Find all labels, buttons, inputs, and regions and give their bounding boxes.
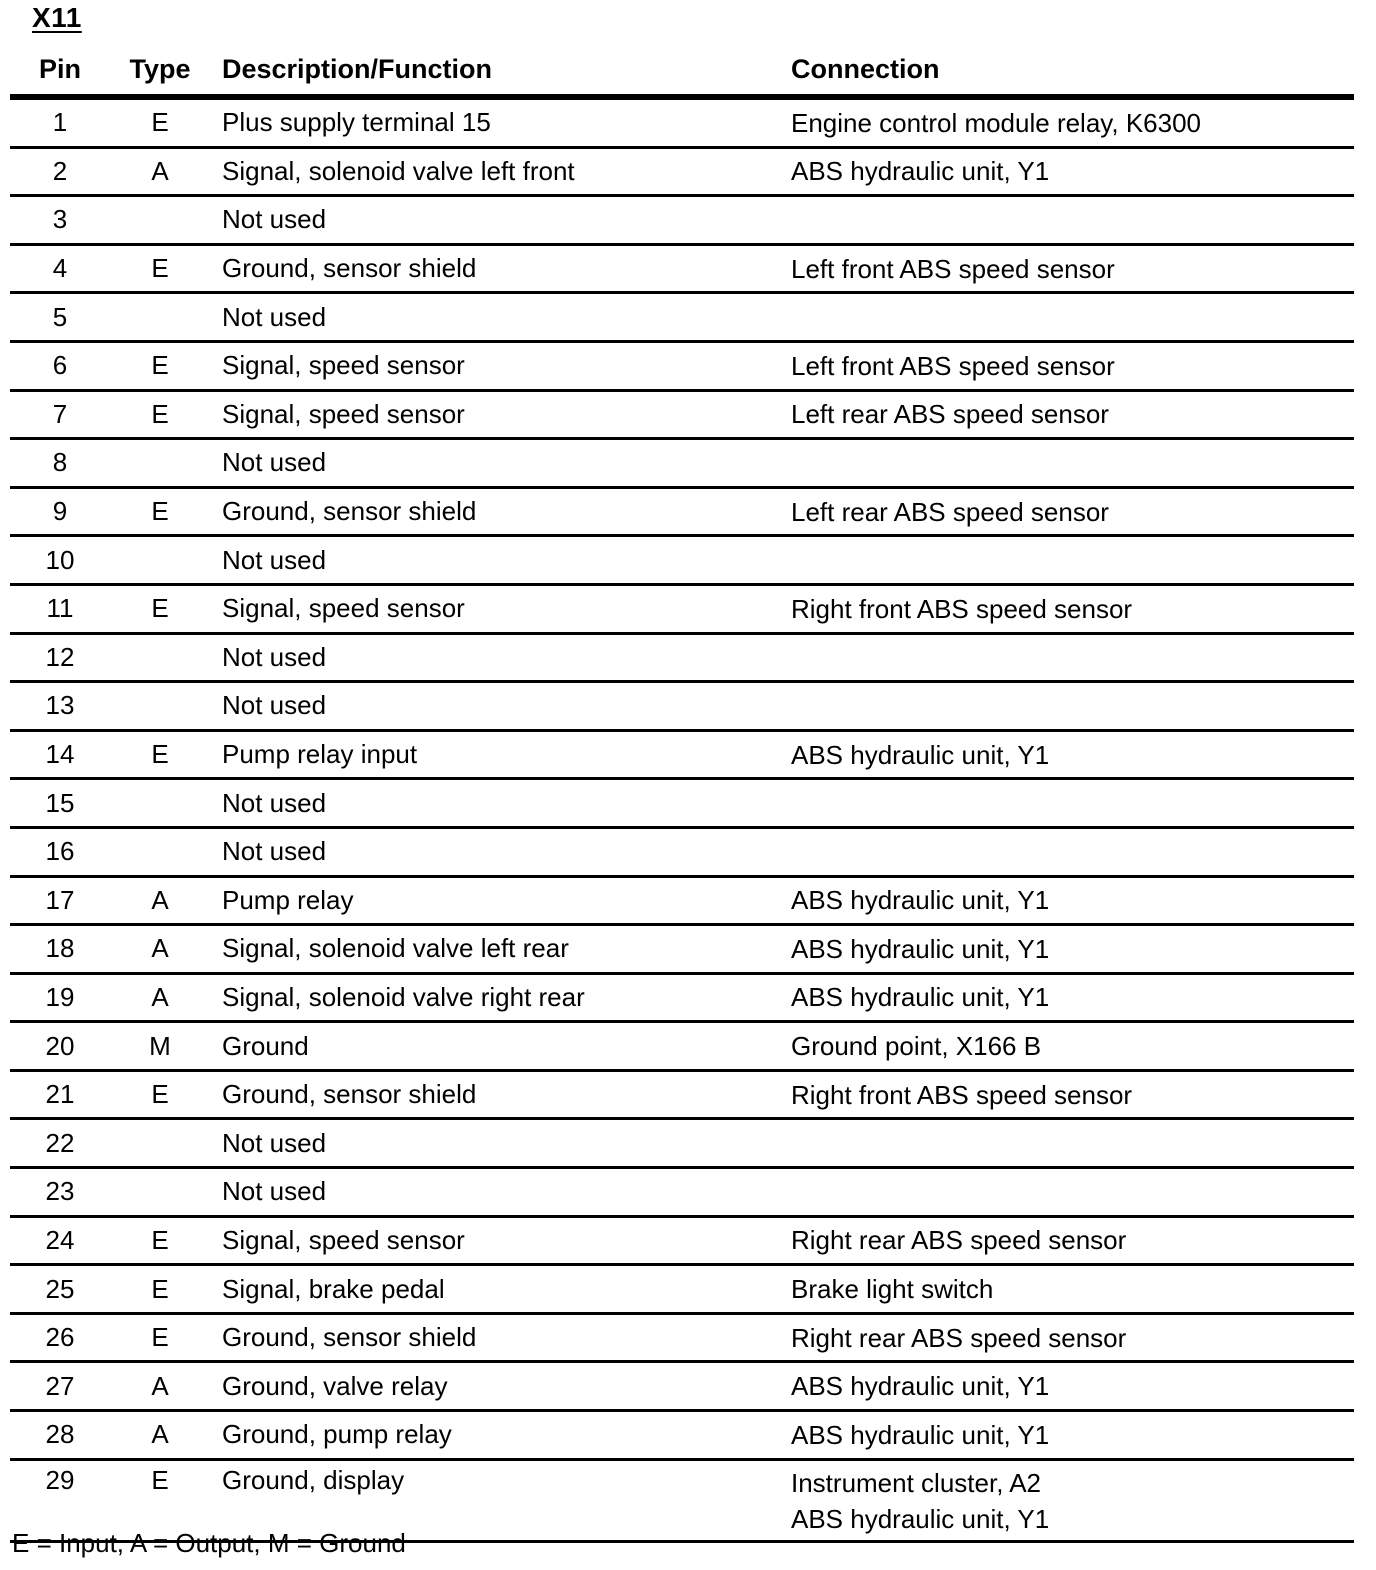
description-cell: Pump relay	[222, 884, 354, 915]
type-cell: E	[151, 1224, 169, 1255]
table-row	[10, 1412, 1354, 1461]
table-row	[10, 149, 1354, 198]
description-cell: Signal, speed sensor	[222, 593, 465, 624]
table-row	[10, 343, 1354, 392]
pin-cell: 22	[45, 1127, 75, 1158]
table-row	[10, 294, 1354, 343]
connection-line: Brake light switch	[791, 1274, 994, 1305]
type-legend: E = Input, A = Output, M = Ground	[12, 1528, 406, 1558]
description-cell: Signal, solenoid valve left front	[222, 155, 575, 186]
connection-line: Ground point, X166 B	[791, 1031, 1042, 1062]
table-row	[10, 1218, 1354, 1267]
description-cell: Not used	[222, 301, 327, 332]
connection-cell	[778, 931, 1354, 967]
connection-line: Right rear ABS speed sensor	[791, 1322, 1127, 1353]
connection-line: Right front ABS speed sensor	[791, 593, 1133, 624]
type-cell: E	[151, 739, 169, 770]
table-row	[10, 829, 1354, 878]
description-cell: Not used	[222, 447, 327, 478]
description-cell: Signal, solenoid valve right rear	[222, 981, 585, 1012]
connection-cell	[778, 882, 1354, 918]
description-cell: Signal, speed sensor	[222, 1224, 465, 1255]
connection-cell	[778, 105, 1354, 141]
pinout-table	[10, 44, 1354, 1543]
connection-line: Right rear ABS speed sensor	[791, 1225, 1127, 1256]
type-cell: A	[151, 1419, 169, 1450]
table-header	[10, 44, 1354, 100]
type-cell: A	[151, 884, 169, 915]
description-cell: Ground, valve relay	[222, 1370, 448, 1401]
description-cell: Not used	[222, 1127, 327, 1158]
table-row	[10, 489, 1354, 538]
description-cell: Signal, solenoid valve left rear	[222, 933, 569, 964]
header-pin: Pin	[38, 53, 81, 84]
pin-cell: 7	[52, 398, 68, 429]
pin-cell: 11	[46, 593, 74, 624]
pin-cell: 26	[45, 1322, 75, 1353]
type-cell: E	[151, 350, 169, 381]
description-cell: Not used	[222, 204, 327, 235]
table-row	[10, 732, 1354, 781]
connection-line: ABS hydraulic unit, Y1	[791, 933, 1050, 964]
description-cell: Not used	[222, 544, 327, 575]
type-cell: A	[151, 155, 169, 186]
header-description: Description/Function	[222, 53, 492, 84]
description-cell: Ground, display	[222, 1464, 405, 1495]
connection-line: Left rear ABS speed sensor	[791, 399, 1109, 430]
connection-line: Instrument cluster, A2	[791, 1467, 1042, 1498]
type-cell: E	[151, 107, 169, 138]
description-cell: Signal, brake pedal	[222, 1273, 445, 1304]
pin-cell: 13	[45, 690, 75, 721]
type-cell: E	[151, 398, 169, 429]
connection-cell	[778, 737, 1354, 773]
type-cell: A	[151, 933, 169, 964]
pin-cell: 21	[45, 1079, 75, 1110]
type-cell: M	[149, 1030, 171, 1061]
connection-cell	[778, 494, 1354, 530]
type-cell: E	[151, 593, 169, 624]
description-cell: Signal, speed sensor	[222, 350, 465, 381]
connection-line: Engine control module relay, K6300	[791, 107, 1201, 138]
table-row	[10, 440, 1354, 489]
type-cell: E	[151, 1273, 169, 1304]
pin-cell: 2	[52, 155, 68, 186]
table-row	[10, 1169, 1354, 1218]
pin-cell: 24	[45, 1224, 75, 1255]
pin-cell: 29	[45, 1464, 75, 1495]
connection-cell	[778, 1465, 1354, 1537]
pin-cell: 12	[45, 641, 75, 672]
table-row	[10, 1315, 1354, 1364]
connection-line: Right front ABS speed sensor	[791, 1079, 1133, 1110]
table-body	[10, 100, 1354, 1543]
connector-title: X11	[32, 2, 82, 33]
pin-cell: 6	[52, 350, 68, 381]
description-cell: Not used	[222, 690, 327, 721]
table-row	[10, 1120, 1354, 1169]
type-cell: E	[151, 1079, 169, 1110]
pin-cell: 4	[52, 253, 68, 284]
pin-cell: 25	[45, 1273, 75, 1304]
description-cell: Plus supply terminal 15	[222, 107, 491, 138]
type-cell: A	[151, 981, 169, 1012]
connection-cell	[778, 396, 1354, 432]
connection-line: Left rear ABS speed sensor	[791, 496, 1109, 527]
table-row	[10, 1023, 1354, 1072]
connection-line: ABS hydraulic unit, Y1	[791, 1371, 1050, 1402]
connection-cell	[778, 1368, 1354, 1404]
connection-cell	[778, 1222, 1354, 1258]
type-cell: E	[151, 1464, 169, 1495]
table-row	[10, 683, 1354, 732]
connection-cell	[778, 348, 1354, 384]
description-cell: Pump relay input	[222, 739, 418, 770]
header-connection: Connection	[791, 54, 940, 84]
description-cell: Ground, sensor shield	[222, 253, 477, 284]
table-row	[10, 246, 1354, 295]
connection-line: ABS hydraulic unit, Y1	[791, 1419, 1050, 1450]
pin-cell: 10	[45, 544, 75, 575]
table-row	[10, 197, 1354, 246]
connection-line: ABS hydraulic unit, Y1	[791, 982, 1050, 1013]
pin-cell: 20	[45, 1030, 75, 1061]
connection-line-2: ABS hydraulic unit, Y1	[791, 1503, 1050, 1534]
connection-cell	[778, 1417, 1354, 1453]
description-cell: Not used	[222, 1176, 327, 1207]
table-row	[10, 878, 1354, 927]
type-cell: E	[151, 496, 169, 527]
description-cell: Ground, pump relay	[222, 1419, 452, 1450]
header-type: Type	[129, 53, 191, 84]
pin-cell: 18	[45, 933, 75, 964]
pin-cell: 14	[45, 739, 75, 770]
connection-cell	[778, 1320, 1354, 1356]
pin-cell: 16	[45, 836, 75, 867]
pin-cell: 3	[52, 204, 68, 235]
connection-cell	[778, 1028, 1354, 1064]
table-row	[10, 780, 1354, 829]
pin-cell: 27	[45, 1370, 75, 1401]
type-cell: E	[151, 253, 169, 284]
pin-cell: 1	[52, 107, 68, 138]
connection-line: Left front ABS speed sensor	[791, 350, 1115, 381]
pin-cell: 19	[45, 981, 75, 1012]
type-cell: A	[151, 1370, 169, 1401]
connection-cell	[778, 251, 1354, 287]
table-row	[10, 975, 1354, 1024]
pin-cell: 5	[52, 301, 68, 332]
connection-line: ABS hydraulic unit, Y1	[791, 885, 1050, 916]
table-row	[10, 100, 1354, 149]
connection-line: ABS hydraulic unit, Y1	[791, 739, 1050, 770]
connection-cell	[778, 1077, 1354, 1113]
connection-cell	[778, 979, 1354, 1015]
connection-cell	[778, 591, 1354, 627]
table-row	[10, 1072, 1354, 1121]
pin-cell: 23	[45, 1176, 75, 1207]
connection-cell	[778, 153, 1354, 189]
type-cell: E	[151, 1322, 169, 1353]
pin-cell: 9	[52, 496, 68, 527]
description-cell: Signal, speed sensor	[222, 398, 465, 429]
connection-line: ABS hydraulic unit, Y1	[791, 156, 1050, 187]
connection-line: Left front ABS speed sensor	[791, 253, 1115, 284]
description-cell: Not used	[222, 641, 327, 672]
pin-cell: 15	[45, 787, 75, 818]
table-row	[10, 1363, 1354, 1412]
table-row	[10, 586, 1354, 635]
description-cell: Not used	[222, 787, 327, 818]
table-row	[10, 537, 1354, 586]
pin-cell: 8	[52, 447, 68, 478]
pin-cell: 17	[45, 884, 75, 915]
table-row	[10, 392, 1354, 441]
pin-cell: 28	[45, 1419, 75, 1450]
description-cell: Ground, sensor shield	[222, 496, 477, 527]
description-cell: Ground, sensor shield	[222, 1079, 477, 1110]
description-cell: Not used	[222, 836, 327, 867]
connection-cell	[778, 1271, 1354, 1307]
description-cell: Ground	[222, 1030, 309, 1061]
description-cell: Ground, sensor shield	[222, 1322, 477, 1353]
table-row	[10, 926, 1354, 975]
table-row	[10, 635, 1354, 684]
table-row	[10, 1266, 1354, 1315]
